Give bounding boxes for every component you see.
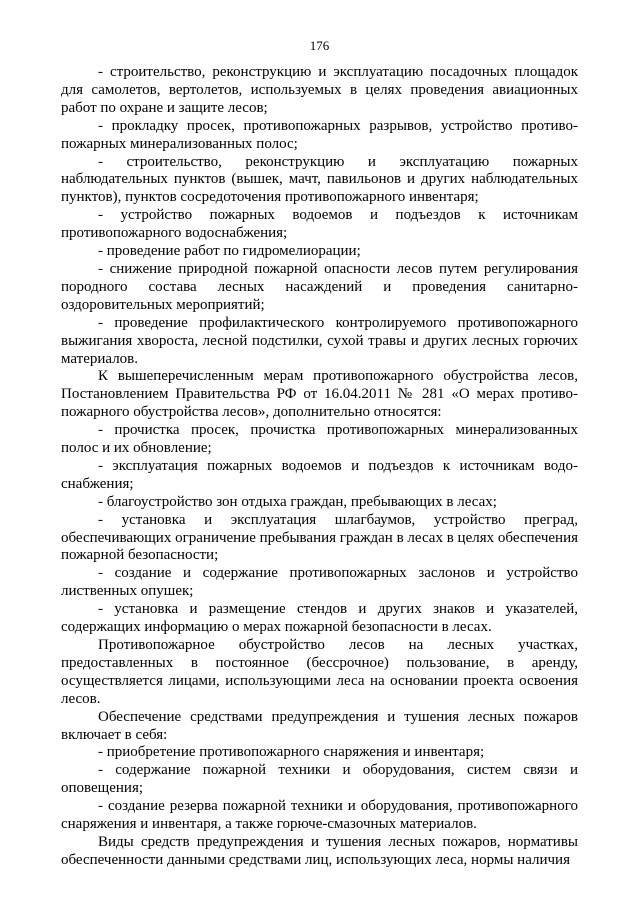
page-body <box>61 64 578 870</box>
page-number: 176 <box>309 38 330 53</box>
list-item: - прокладку просек, противопожарных разрывов, устройство противо-пожарных минерализованных полос; <box>61 117 578 152</box>
list-item: - создание и содержание противопожарных заслонов и устройство лиственных опушек; <box>61 565 578 600</box>
body-paragraph: Виды средств предупреждения и тушения лесных пожаров, нормативы обеспеченности данными средствами лиц, использующих леса, нормы наличия <box>61 833 578 868</box>
list-item: - содержание пожарной техники и оборудования, систем связи и оповещения; <box>61 762 578 797</box>
list-item: - благоустройство зон отдыха граждан, пребывающих в лесах; <box>98 493 497 510</box>
list-item: - проведение работ по гидромелиорации; <box>98 243 361 260</box>
body-paragraph: Противопожарное обустройство лесов на лесных участках, предоставленных в постоянное (бессрочное) пользование, в аренду, осуществляется лицами, использующими леса на основании проекта освоения лесов. <box>61 637 578 707</box>
list-item: - проведение профилактического контролируемого противопожарного выжигания хвороста, лесной подстилки, сухой травы и других лесных горючих материалов. <box>61 314 578 367</box>
list-item: - прочистка просек, прочистка противопожарных минерализованных полос и их обновление; <box>61 422 578 457</box>
list-item: - эксплуатация пожарных водоемов и подъездов к источникам водо-снабжения; <box>61 457 578 492</box>
body-paragraph: Обеспечение средствами предупреждения и тушения лесных пожаров включает в себя: <box>61 708 578 743</box>
list-item: - строительство, реконструкцию и эксплуатацию посадочных площадок для самолетов, вертолетов, используемых в целях проведения авиационных работ по охране и защите лесов; <box>61 64 578 116</box>
list-item: - строительство, реконструкцию и эксплуатацию пожарных наблюдательных пунктов (вышек, мачт, павильонов и других наблюдательных пунктов), пунктов сосредоточения противопожарного инвентаря; <box>61 153 578 206</box>
body-paragraph: К вышеперечисленным мерам противопожарного обустройства лесов, Постановлением Правительства РФ от 16.04.2011 № 281 «О мерах противо-пожарного обустройства лесов», дополнительно относятся: <box>61 368 578 421</box>
list-item: - установка и размещение стендов и других знаков и указателей, содержащих информацию о мерах пожарной безопасности в лесах. <box>61 601 578 636</box>
list-item: - установка и эксплуатация шлагбаумов, устройство преград, обеспечивающих ограничение пребывания граждан в лесах в целях обеспечения пожарной безопасности; <box>61 511 578 564</box>
list-item: - устройство пожарных водоемов и подъездов к источникам противопожарного водоснабжения; <box>61 207 578 242</box>
list-item: - снижение природной пожарной опасности лесов путем регулирования породного состава лесных насаждений и проведения санитарно-оздоровительных мероприятий; <box>61 260 578 313</box>
list-item: - приобретение противопожарного снаряжения и инвентаря; <box>98 744 485 761</box>
list-item: - создание резерва пожарной техники и оборудования, противопожарного снаряжения и инвентаря, а также горюче-смазочных материалов. <box>61 798 578 833</box>
